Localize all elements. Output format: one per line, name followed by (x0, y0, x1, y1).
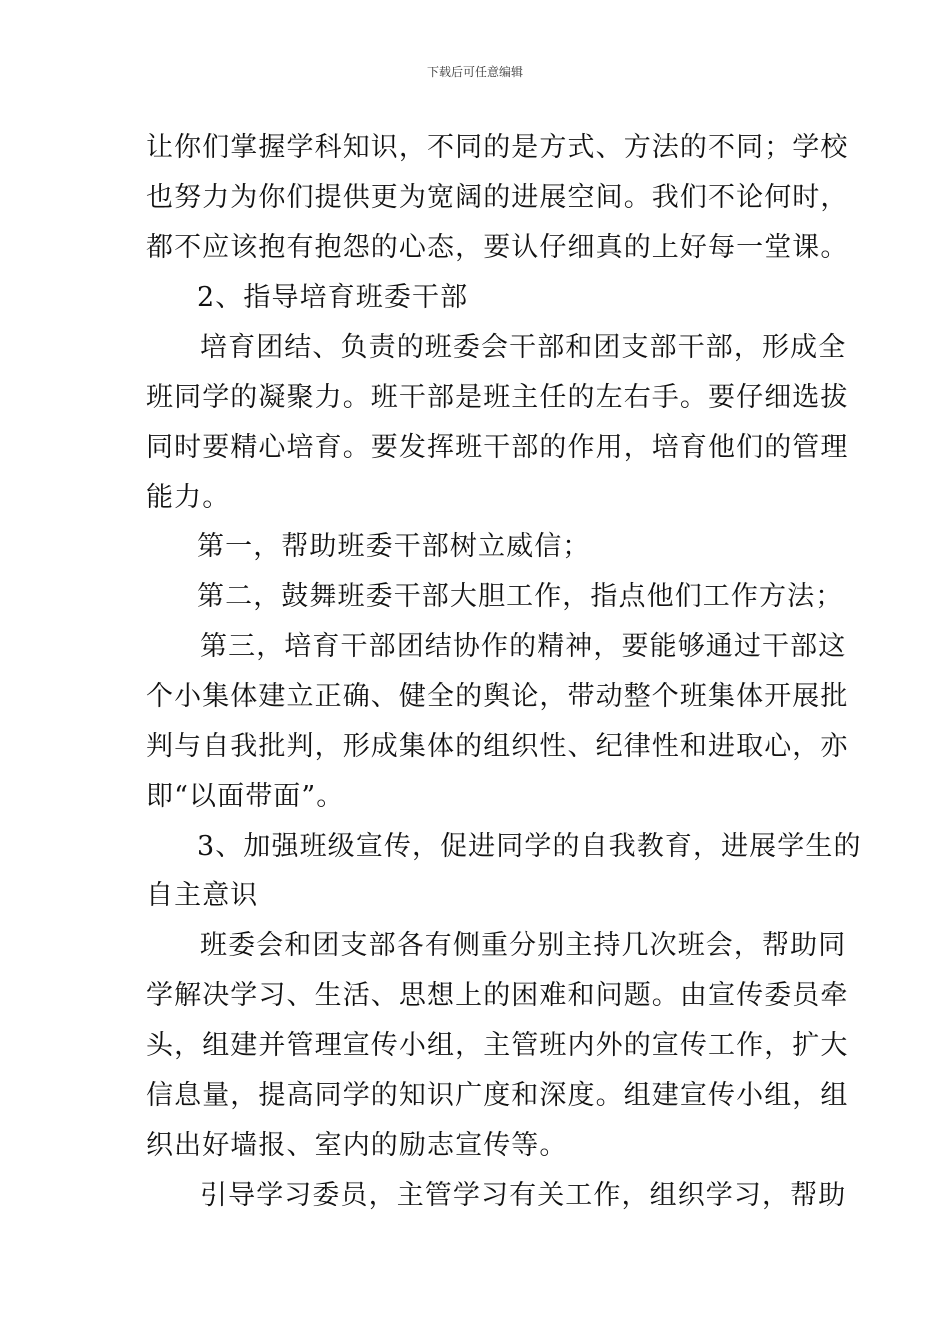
text-line: 头，组建并管理宣传小组，主管班内外的宣传工作，扩大 (146, 1030, 849, 1061)
text-line: 第一，帮助班委干部树立威信； (197, 531, 591, 562)
text-line: 也努力为你们提供更为宽阔的进展空间。我们不论何时， (146, 182, 849, 213)
text-line: 让你们掌握学科知识，不同的是方式、方法的不同；学校 (146, 132, 849, 163)
text-line: 都不应该抱有抱怨的心态，要认仔细真的上好每一堂课。 (146, 232, 849, 263)
text-line: 个小集体建立正确、健全的舆论，带动整个班集体开展批 (146, 681, 849, 712)
text-line: 班委会和团支部各有侧重分别主持几次班会，帮助同 (200, 930, 847, 961)
text-line: 引导学习委员，主管学习有关工作，组织学习，帮助 (200, 1180, 847, 1211)
text-line: 判与自我批判，形成集体的组织性、纪律性和进取心，亦 (146, 731, 849, 762)
text-line: 培育团结、负责的班委会干部和团支部干部，形成全 (200, 332, 847, 363)
text-line: 班同学的凝聚力。班干部是班主任的左右手。要仔细选拔 (146, 382, 849, 413)
text-line: 信息量，提高同学的知识广度和深度。组建宣传小组，组 (146, 1080, 849, 1111)
text-line: 学解决学习、生活、思想上的困难和问题。由宣传委员牵 (146, 980, 849, 1011)
text-line: 第二，鼓舞班委干部大胆工作，指点他们工作方法； (197, 581, 844, 612)
page-header: 下载后可任意编辑 (426, 65, 523, 79)
section-heading: 自主意识 (146, 880, 259, 911)
section-heading: 3、加强班级宣传，促进同学的自我教育，进展学生的 (197, 831, 862, 862)
text-line: 织出好墙报、室内的励志宣传等。 (146, 1130, 568, 1161)
section-heading: 2、指导培育班委干部 (197, 282, 469, 313)
text-line: 即“以面带面”。 (146, 781, 345, 812)
text-line: 同时要精心培育。要发挥班干部的作用，培育他们的管理 (146, 432, 849, 463)
text-line: 第三，培育干部团结协作的精神，要能够通过干部这 (200, 631, 847, 662)
text-line: 能力。 (146, 482, 231, 513)
